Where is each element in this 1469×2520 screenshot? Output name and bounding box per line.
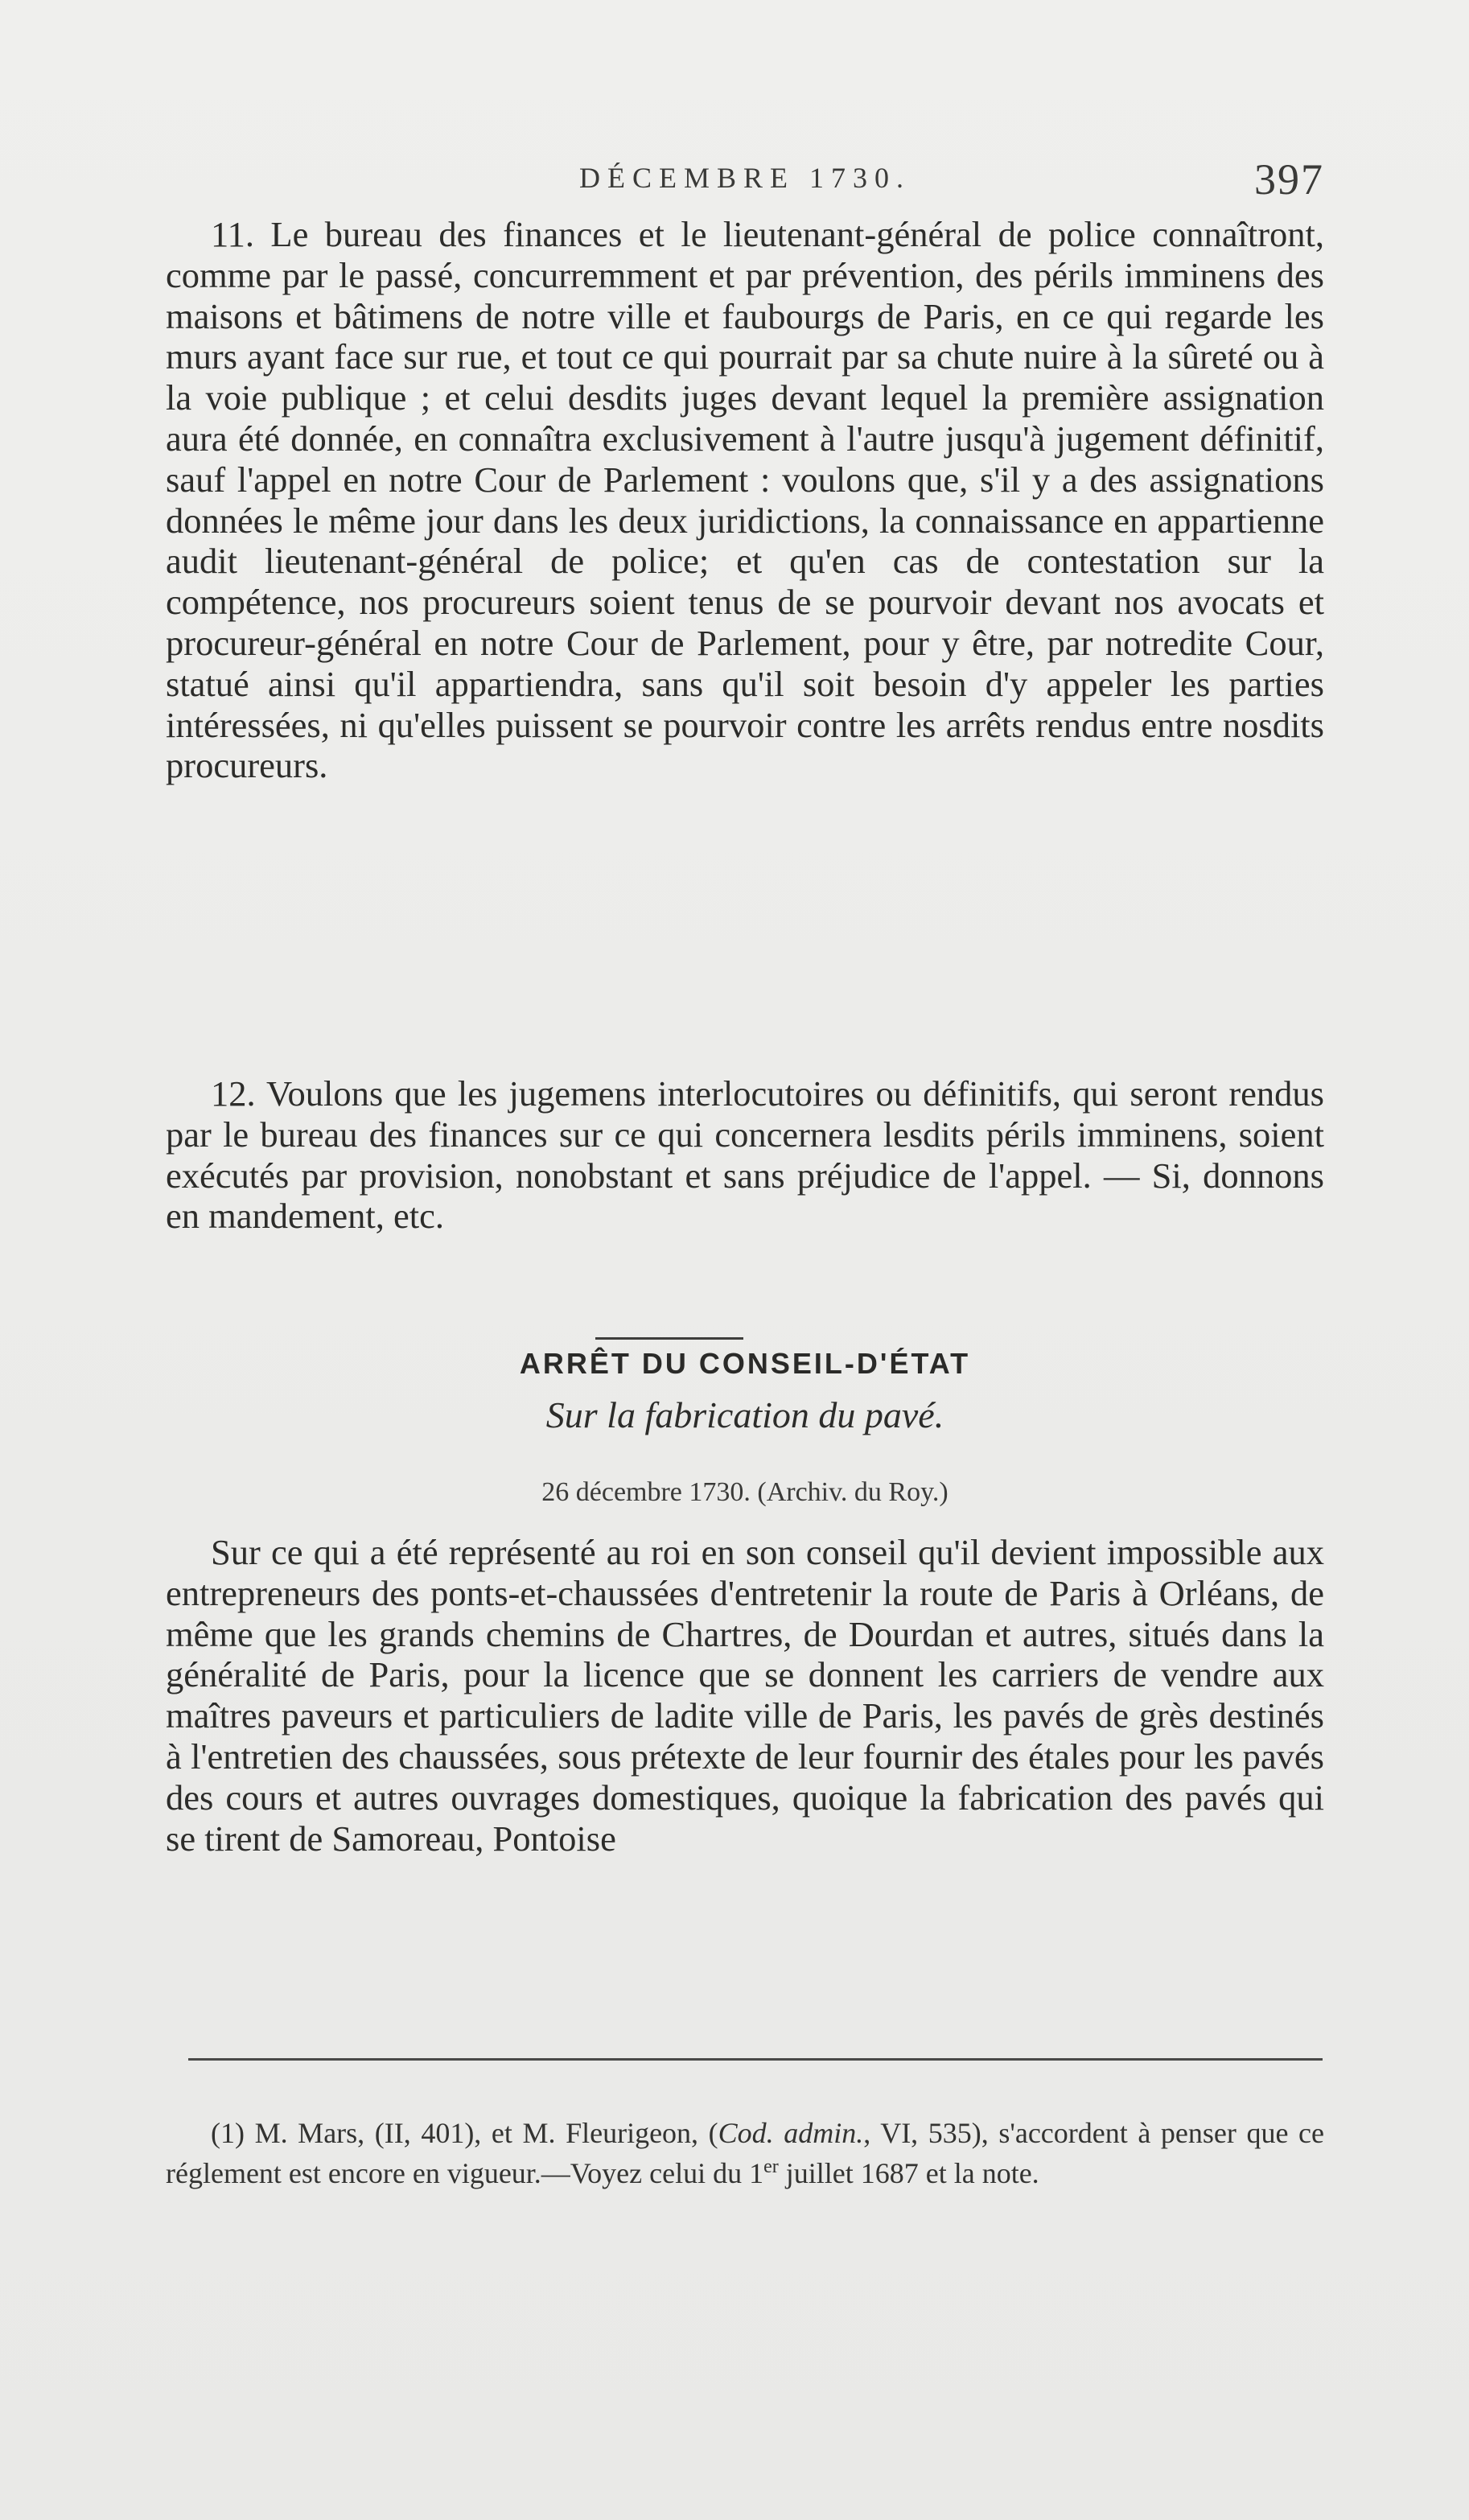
page-number: 397 — [1254, 155, 1324, 204]
arret-subtitle: Sur la fabrication du pavé. — [545, 1394, 944, 1435]
running-title: DÉCEMBRE 1730. — [578, 162, 911, 194]
article-12-text: 12. Voulons que les jugemens interlocutoires ou définitifs, qui seront rendus par le bureau des finances sur ce qui concernera lesdits périls imminens, soient exécutés par provision, nonobstant et sans préjudice de l'appel. — Si, donnons en mandement, etc. — [166, 1073, 1324, 1237]
arret-heading: ARRÊT DU CONSEIL-D'ÉTAT — [519, 1347, 971, 1380]
arret-body-paragraph — [166, 1532, 1324, 1859]
arret-date-line: 26 décembre 1730. (Archiv. du Roy.) — [541, 1477, 948, 1507]
article-12-paragraph — [166, 1073, 1324, 1237]
footnote-citation: Cod. admin. — [718, 2117, 864, 2149]
footnote-text-part-3: juillet 1687 et la note. — [778, 2157, 1039, 2189]
article-11-paragraph — [166, 214, 1324, 786]
running-head — [166, 153, 1324, 204]
footnote-text-part-2: , VI, 535), s'accordent à penser que ce réglement est encore en vigueur.—Voyez celui du 1 — [166, 2117, 1324, 2189]
arret-body-text: Sur ce qui a été représenté au roi en son conseil qu'il devient impossible aux entrepreneurs des ponts-et-chaussées d'entretenir la route de Paris à Orléans, de même que les grands chemins de Chartres, de Dourdan et autres, situés dans la généralité de Paris, pour la licence que se donnent les carriers de vendre aux maîtres paveurs et particuliers de ladite ville de Paris, les pavés de grès destinés à l'entretien des chaussées, sous prétexte de leur fournir des étales pour les pavés des cours et autres ouvrages domestiques, quoique la fabrication des pavés qui se tirent de Samoreau, Pontoise — [166, 1532, 1324, 1859]
footnote — [166, 2116, 1324, 2190]
footnote-divider — [188, 2058, 1323, 2061]
footnote-text-part-1: M. Mars, (II, 401), et M. Fleurigeon, ( — [244, 2117, 718, 2149]
section-divider — [595, 1337, 743, 1340]
footnote-superscript: er — [763, 2156, 779, 2177]
article-11-text: 11. Le bureau des finances et le lieutenant-général de police connaîtront, comme par le passé, concurremment et par prévention, des périls imminens des maisons et bâtimens de notre ville et faubourgs de Paris, en ce qui regarde les murs ayant face sur rue, et tout ce qui pourrait par sa chute nuire à la sûreté ou à la voie publique ; et celui desdits juges devant lequel la première assignation aura été donnée, en connaîtra exclusivement à l'autre jusqu'à jugement définitif, sauf l'appel en notre Cour de Parlement : voulons que, s'il y a des assignations données le même jour dans les deux juridictions, la connaissance en appartienne audit lieutenant-général de police; et qu'en cas de contestation sur la compétence, nos procureurs soient tenus de se pourvoir devant nos avocats et procureur-général en notre Cour de Parlement, pour y être, par notredite Cour, statué ainsi qu'il appartiendra, sans qu'il soit besoin d'y appeler les parties intéressées, ni qu'elles puissent se pourvoir contre les arrêts rendus entre nosdits procureurs. — [166, 214, 1324, 786]
footnote-marker: (1) — [211, 2117, 245, 2149]
